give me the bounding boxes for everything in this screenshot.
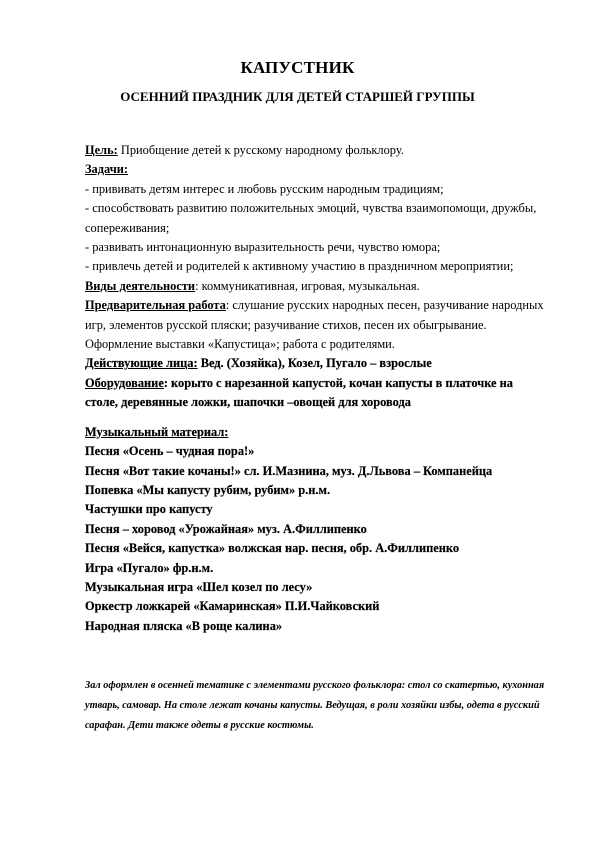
characters-paragraph — [85, 354, 547, 373]
music-item: Оркестр ложкарей «Камаринская» П.И.Чайковский — [85, 599, 380, 614]
music-item: Песня «Вейся, капустка» волжская нар. песня, обр. А.Филлипенко — [85, 541, 460, 556]
music-item: Песня «Осень – чудная пора!» — [85, 444, 255, 459]
characters-text: Вед. (Хозяйка), Козел, Пугало – взрослые — [197, 356, 432, 371]
music-item: Частушки про капусту — [85, 502, 213, 517]
goal-paragraph — [85, 141, 547, 160]
music-item: Песня – хоровод «Урожайная» муз. А.Филлипенко — [85, 521, 367, 536]
tasks-label: Задачи: — [85, 162, 128, 177]
preliminary-label: Предварительная работа — [85, 298, 226, 313]
page-subtitle: ОСЕННИЙ ПРАЗДНИК ДЛЯ ДЕТЕЙ СТАРШЕЙ ГРУППЫ — [120, 89, 475, 104]
document-body — [85, 141, 547, 636]
music-item: Музыкальная игра «Шел козел по лесу» — [85, 579, 313, 594]
music-item: Попевка «Мы капусту рубим, рубим» р.н.м. — [85, 482, 331, 497]
music-item: Народная пляска «В роще калина» — [85, 618, 283, 633]
task-item: - способствовать развитию положительных эмоций, чувства взаимопомощи, дружбы, сопереживания; — [85, 201, 537, 235]
task-item: - прививать детям интерес и любовь русским народным традициям; — [85, 181, 444, 196]
activities-label: Виды деятельности — [85, 278, 196, 293]
equipment-label: Оборудование — [85, 375, 164, 390]
task-item: - развивать интонационную выразительность речи, чувство юмора; — [85, 240, 441, 255]
activities-paragraph — [85, 277, 547, 296]
spacer — [85, 413, 547, 423]
preliminary-text: : слушание русских народных песен, разучивание народных игр, элементов русской пляски; разучивание стихов, песен их обыгрывание. Оформление выставки «Капустица»; работа с родителями. — [85, 298, 544, 352]
activities-text: : коммуникативная, игровая, музыкальная. — [195, 278, 420, 293]
task-item: - привлечь детей и родителей к активному участию в праздничном мероприятии; — [85, 259, 514, 274]
page-title: КАПУСТНИК — [240, 58, 355, 77]
goal-text: Приобщение детей к русскому народному фольклору. — [117, 143, 404, 157]
equipment-text: : корыто с нарезанной капустой, кочан капусты в платочке на столе, деревянные ложки, шапочки –овощей для хоровода — [85, 375, 513, 410]
music-item: Песня «Вот такие кочаны!» сл. И.Мазнина, муз. Д.Львова – Компанейца — [85, 463, 493, 478]
goal-label: Цель: — [85, 143, 118, 157]
music-label: Музыкальный материал: — [85, 424, 229, 439]
music-item: Игра «Пугало» фр.н.м. — [85, 560, 214, 575]
decoration-note: Зал оформлен в осенней тематике с элементами русского фольклора: стол со скатертью, кухонная утварь, самовар. На столе лежат кочаны капусты. Ведущая, в роли хозяйки избы, одета в русский сарафан. Дети также одеты в русские костюмы. — [85, 680, 545, 731]
characters-label: Действующие лица: — [85, 356, 198, 371]
equipment-paragraph — [85, 374, 547, 413]
preliminary-paragraph — [85, 296, 547, 354]
